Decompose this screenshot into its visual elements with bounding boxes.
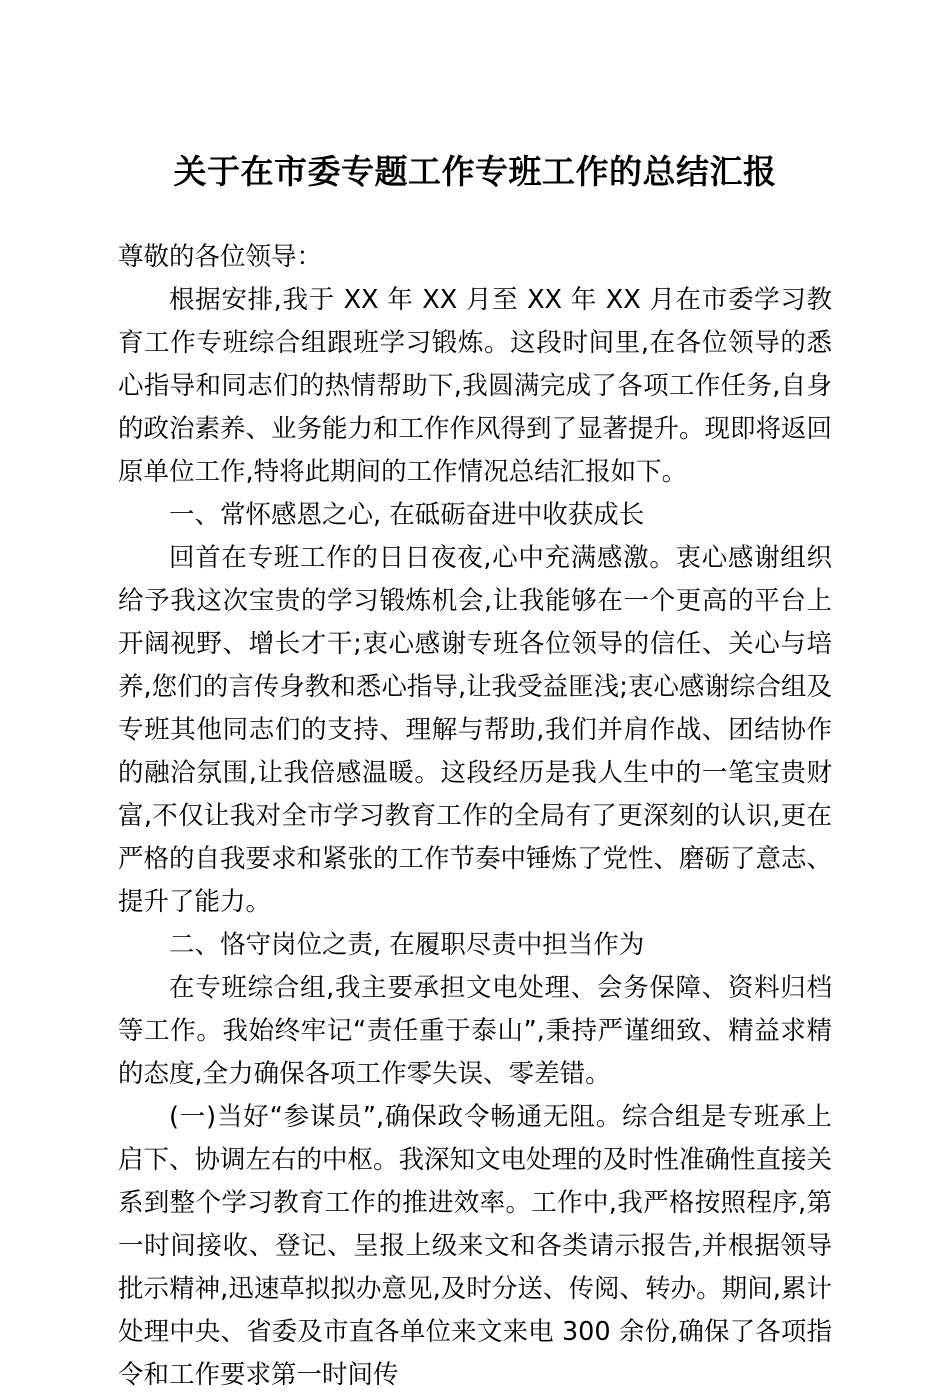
section-two-body: 在专班综合组,我主要承担文电处理、会务保障、资料归档等工作。我始终牢记“责任重于泰山”,秉持严谨细致、精益求精的态度,全力确保各项工作零失误、零差错。	[118, 973, 832, 1089]
section-heading-two: 二、恪守岗位之责, 在履职尽责中担当作为	[169, 930, 645, 960]
page-title: 关于在市委专题工作专班工作的总结汇报	[173, 152, 777, 191]
opening-paragraph: 根据安排,我于 XX 年 XX 月至 XX 年 XX 月在市委学习教育工作专班综合组跟班学习锻炼。这段时间里,在各位领导的悉心指导和同志们的热情帮助下,我圆满完成了各项工作任务,自身的政治素养、业务能力和工作作风得到了显著提升。现即将返回原单位工作,特将此期间的工作情况总结汇报如下。	[118, 285, 833, 487]
subsection-one: (一)当好“参谋员”,确保政令畅通无阻。综合组是专班承上启下、协调左右的中枢。我深知文电处理的及时性准确性直接关系到整个学习教育工作的推进效率。工作中,我严格按照程序,第一时间接收、登记、呈报上级来文和各类请示报告,并根据领导批示精神,迅速草拟拟办意见,及时分送、传阅、转办。期间,累计处理中央、省委及市直各单位来文来电 300 余份,确保了各项指令和工作要求第一时间传	[118, 1102, 833, 1390]
document-body	[118, 194, 832, 1397]
section-heading-one: 一、常怀感恩之心, 在砥砺奋进中收获成长	[169, 500, 645, 530]
salutation: 尊敬的各位领导：	[118, 242, 323, 272]
section-one-body: 回首在专班工作的日日夜夜,心中充满感激。衷心感谢组织给予我这次宝贵的学习锻炼机会,让我能够在一个更高的平台上开阔视野、增长才干;衷心感谢专班各位领导的信任、关心与培养,您们的言传身教和悉心指导,让我受益匪浅;衷心感谢综合组及专班其他同志们的支持、理解与帮助,我们并肩作战、团结协作的融洽氛围,让我倍感温暖。这段经历是我人生中的一笔宝贵财富,不仅让我对全市学习教育工作的全局有了更深刻的认识,更在严格的自我要求和紧张的工作节奏中锤炼了党性、磨砺了意志、提升了能力。	[118, 543, 833, 917]
